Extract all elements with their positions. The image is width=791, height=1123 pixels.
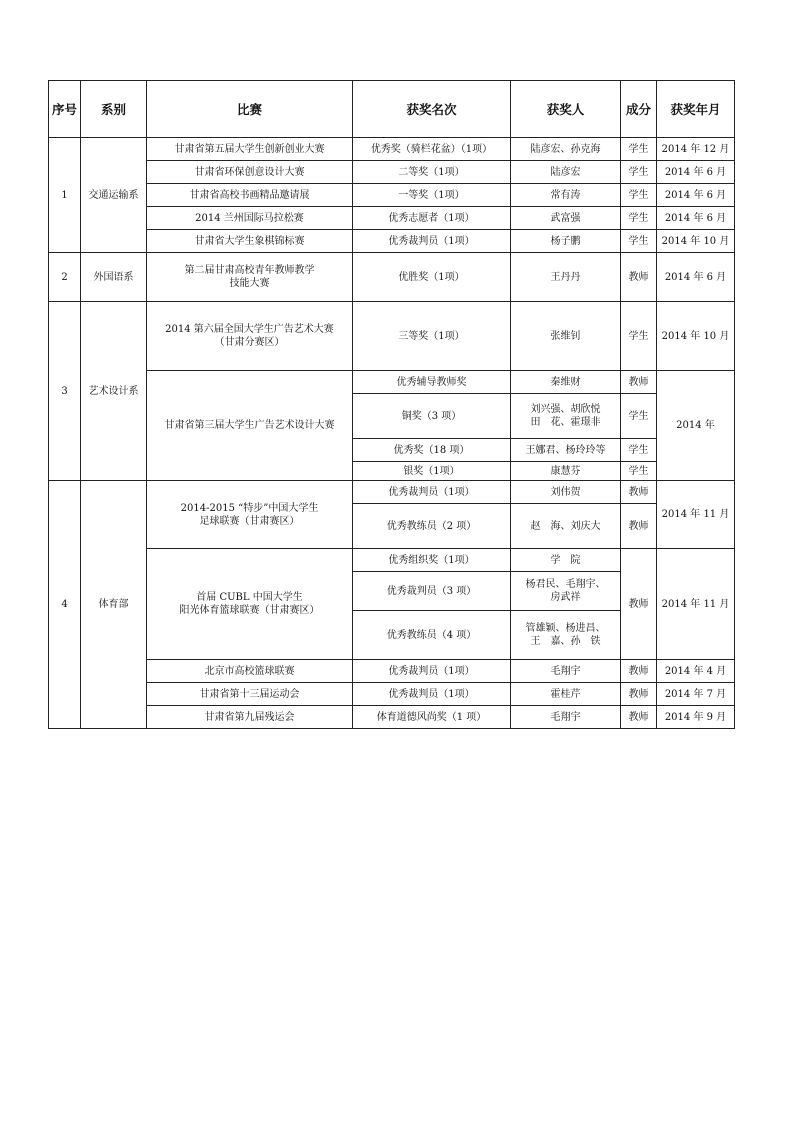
role-cell: 学生 [621, 439, 657, 462]
competition-cell: 2014 第六届全国大学生广告艺术大赛 （甘肃分赛区） [147, 302, 353, 371]
dept-number: 1 [49, 138, 81, 253]
competition-cell: 甘肃省大学生象棋锦标赛 [147, 230, 353, 253]
role-cell: 教师 [621, 253, 657, 302]
table-row [49, 706, 735, 729]
role-cell: 学生 [621, 207, 657, 230]
table-row [49, 660, 735, 683]
table-row [49, 184, 735, 207]
award-cell: 优秀志愿者（1项） [353, 207, 511, 230]
header-competition: 比赛 [147, 81, 353, 138]
winner-cell: 康慧芬 [511, 462, 621, 481]
winner-cell: 赵 海、刘庆大 [511, 504, 621, 549]
role-cell: 教师 [621, 706, 657, 729]
dept-name: 交通运输系 [81, 138, 147, 253]
award-cell: 优秀裁判员（1项） [353, 230, 511, 253]
header-award: 获奖名次 [353, 81, 511, 138]
date-cell: 2014 年 10 月 [657, 302, 735, 371]
date-cell: 2014 年 6 月 [657, 253, 735, 302]
winner-cell: 王娜君、杨玲玲等 [511, 439, 621, 462]
role-cell: 学生 [621, 302, 657, 371]
award-cell: 优秀辅导教师奖 [353, 371, 511, 394]
header-department: 系别 [81, 81, 147, 138]
winner-cell: 杨君民、毛翔宇、 房武祥 [511, 572, 621, 611]
dept-name: 外国语系 [81, 253, 147, 302]
table-row [49, 481, 735, 504]
winner-cell: 常有涛 [511, 184, 621, 207]
role-cell: 学生 [621, 161, 657, 184]
winner-cell: 刘兴强、胡欣悦 田 花、霍璟非 [511, 394, 621, 439]
role-cell: 教师 [621, 660, 657, 683]
header-no: 序号 [49, 81, 81, 138]
award-cell: 银奖（1项） [353, 462, 511, 481]
role-cell: 教师 [621, 683, 657, 706]
competition-cell: 北京市高校篮球联赛 [147, 660, 353, 683]
table-row [49, 253, 735, 302]
winner-cell: 杨子鹏 [511, 230, 621, 253]
award-cell: 优秀裁判员（1项） [353, 660, 511, 683]
table-row [49, 302, 735, 371]
role-cell: 教师 [621, 481, 657, 504]
award-cell: 三等奖（1项） [353, 302, 511, 371]
competition-cell: 甘肃省第三届大学生广告艺术设计大赛 [147, 371, 353, 481]
table-row [49, 549, 735, 572]
date-cell: 2014 年 6 月 [657, 184, 735, 207]
date-cell: 2014 年 10 月 [657, 230, 735, 253]
award-cell: 优秀奖（骑栏花盆）（1项） [353, 138, 511, 161]
header-winner: 获奖人 [511, 81, 621, 138]
award-cell: 一等奖（1项） [353, 184, 511, 207]
header-date: 获奖年月 [657, 81, 735, 138]
winner-cell: 毛翔宇 [511, 706, 621, 729]
winner-cell: 武富强 [511, 207, 621, 230]
competition-cell: 甘肃省第十三届运动会 [147, 683, 353, 706]
date-cell: 2014 年 7 月 [657, 683, 735, 706]
header-role: 成分 [621, 81, 657, 138]
winner-cell: 霍桂芹 [511, 683, 621, 706]
role-cell: 教师 [621, 549, 657, 660]
competition-cell: 2014-2015 “特步”中国大学生 足球联赛（甘肃赛区） [147, 481, 353, 549]
award-cell: 优秀裁判员（1项） [353, 481, 511, 504]
competition-cell: 2014 兰州国际马拉松赛 [147, 207, 353, 230]
header-row [49, 81, 735, 138]
date-cell: 2014 年 12 月 [657, 138, 735, 161]
competition-cell: 甘肃省第五届大学生创新创业大赛 [147, 138, 353, 161]
date-cell: 2014 年 9 月 [657, 706, 735, 729]
role-cell: 教师 [621, 504, 657, 549]
winner-cell: 秦维财 [511, 371, 621, 394]
date-cell: 2014 年 6 月 [657, 207, 735, 230]
winner-cell: 管雄颖、杨进昌、 王 嘉、孙 铁 [511, 611, 621, 660]
award-cell: 体育道德风尚奖（1 项） [353, 706, 511, 729]
role-cell: 学生 [621, 230, 657, 253]
competition-cell: 甘肃省第九届残运会 [147, 706, 353, 729]
role-cell: 学生 [621, 394, 657, 439]
table-row [49, 207, 735, 230]
winner-cell: 学 院 [511, 549, 621, 572]
competition-cell: 甘肃省环保创意设计大赛 [147, 161, 353, 184]
date-cell: 2014 年 [657, 371, 735, 481]
table-row [49, 161, 735, 184]
award-cell: 二等奖（1项） [353, 161, 511, 184]
role-cell: 学生 [621, 462, 657, 481]
dept-name: 艺术设计系 [81, 302, 147, 481]
award-cell: 优秀教练员（4 项） [353, 611, 511, 660]
award-cell: 优秀裁判员（3 项） [353, 572, 511, 611]
table-row [49, 683, 735, 706]
dept-number: 4 [49, 481, 81, 729]
winner-cell: 陆彦宏、孙克海 [511, 138, 621, 161]
date-cell: 2014 年 11 月 [657, 481, 735, 549]
date-cell: 2014 年 4 月 [657, 660, 735, 683]
award-cell: 铜奖（3 项） [353, 394, 511, 439]
winner-cell: 张维钊 [511, 302, 621, 371]
winner-cell: 毛翔宇 [511, 660, 621, 683]
award-cell: 优秀裁判员（1项） [353, 683, 511, 706]
award-cell: 优秀奖（18 项） [353, 439, 511, 462]
role-cell: 教师 [621, 371, 657, 394]
date-cell: 2014 年 11 月 [657, 549, 735, 660]
award-cell: 优胜奖（1项） [353, 253, 511, 302]
winner-cell: 王丹丹 [511, 253, 621, 302]
table-row [49, 138, 735, 161]
award-table [48, 80, 735, 729]
dept-name: 体育部 [81, 481, 147, 729]
table-row [49, 230, 735, 253]
competition-cell: 第二届甘肃高校青年教师教学 技能大赛 [147, 253, 353, 302]
winner-cell: 陆彦宏 [511, 161, 621, 184]
role-cell: 学生 [621, 138, 657, 161]
dept-number: 3 [49, 302, 81, 481]
date-cell: 2014 年 6 月 [657, 161, 735, 184]
winner-cell: 刘伟贺 [511, 481, 621, 504]
table-row [49, 371, 735, 394]
competition-cell: 甘肃省高校书画精品邀请展 [147, 184, 353, 207]
competition-cell: 首届 CUBL 中国大学生 阳光体育篮球联赛（甘肃赛区） [147, 549, 353, 660]
award-cell: 优秀教练员（2 项） [353, 504, 511, 549]
award-cell: 优秀组织奖（1项） [353, 549, 511, 572]
dept-number: 2 [49, 253, 81, 302]
role-cell: 学生 [621, 184, 657, 207]
